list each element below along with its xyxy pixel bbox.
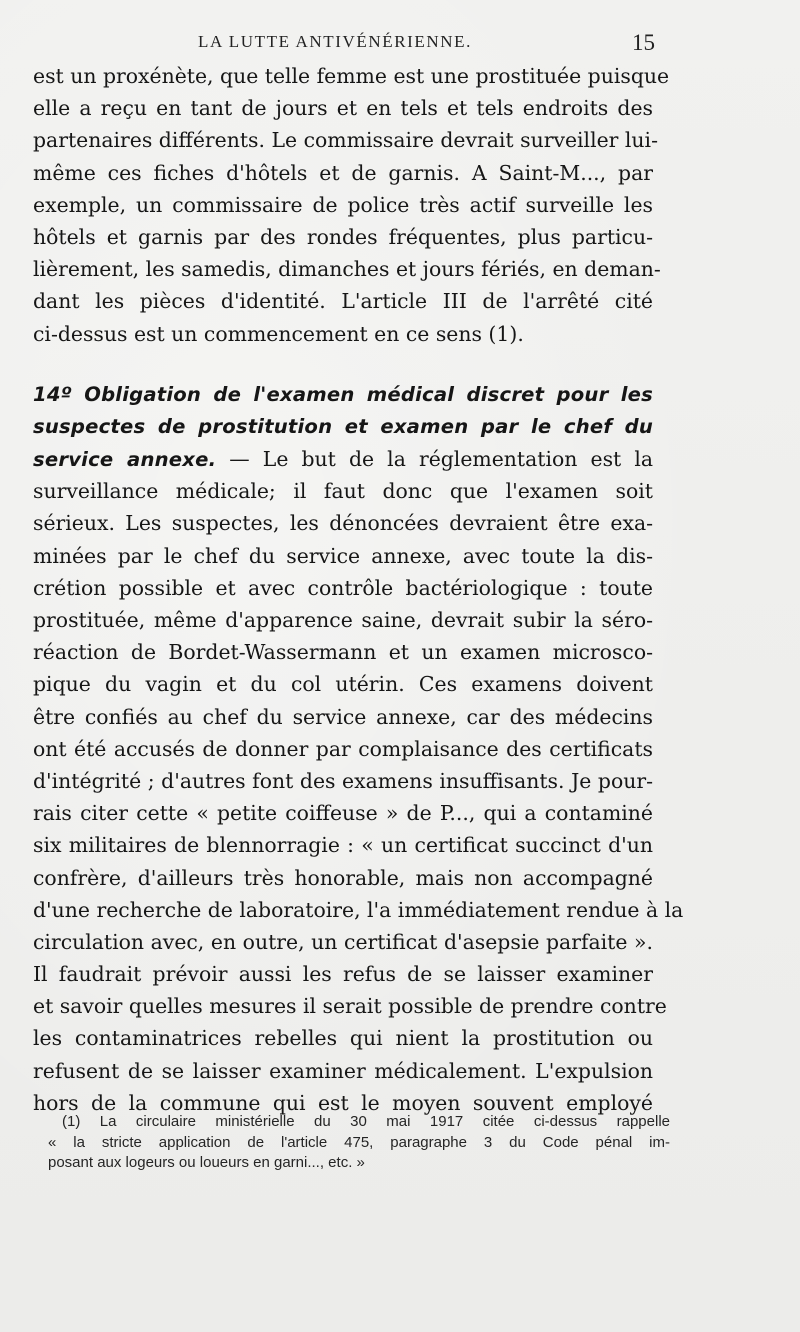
- footnote-line: posant aux logeurs ou loueurs en garni..., etc. »: [48, 1154, 365, 1171]
- paragraph-2: [33, 379, 684, 958]
- text-line: [33, 443, 653, 475]
- text-line: surveillance médicale; il faut donc que l'examen soit: [33, 479, 653, 504]
- footnote: [48, 1112, 670, 1174]
- text-line: d'intégrité ; d'autres font des examens insuffisants. Je pour-: [33, 768, 653, 793]
- text-line: être confiés au chef du service annexe, car des médecins: [33, 704, 653, 729]
- text-line: ont été accusés de donner par complaisance des certificats: [33, 736, 653, 761]
- text-line: et savoir quelles mesures il serait possible de prendre contre: [33, 994, 667, 1019]
- section-heading-line: 14º Obligation de l'examen médical discret pour les: [33, 382, 653, 406]
- paragraph-3: [33, 958, 667, 1119]
- text-line: réaction de Bordet-Wassermann et un examen microsco-: [33, 640, 653, 665]
- text-line: les contaminatrices rebelles qui nient la prostitution ou: [33, 1026, 653, 1051]
- text-line: dant les pièces d'identité. L'article III de l'arrêté cité: [33, 289, 653, 314]
- text-line: sérieux. Les suspectes, les dénoncées devraient être exa-: [33, 511, 653, 536]
- text-line: rais citer cette « petite coiffeuse » de P..., qui a contaminé: [33, 801, 653, 826]
- text-line: même ces fiches d'hôtels et de garnis. A Saint-M..., par: [33, 160, 653, 185]
- text-line: d'une recherche de laboratoire, l'a immédiatement rendue à la: [33, 897, 684, 922]
- text-line: crétion possible et avec contrôle bactériologique : toute: [33, 575, 653, 600]
- body-text: [33, 60, 684, 1119]
- text-line: hors de la commune qui est le moyen souvent employé: [33, 1090, 653, 1115]
- text-line: refusent de se laisser examiner médicalement. L'expulsion: [33, 1058, 653, 1083]
- text-line-continuation: — Le but de la réglementation est la: [216, 447, 653, 472]
- text-line: pique du vagin et du col utérin. Ces examens doivent: [33, 672, 653, 697]
- running-title: LA LUTTE ANTIVÉNÉRIENNE.: [198, 32, 472, 51]
- text-line: ci-dessus est un commencement en ce sens (1).: [33, 321, 524, 346]
- text-line: elle a reçu en tant de jours et en tels et tels endroits des: [33, 96, 653, 121]
- text-line: est un proxénète, que telle femme est une prostituée puisque: [33, 64, 670, 88]
- text-line: prostituée, même d'apparence saine, devrait subir la séro-: [33, 608, 653, 632]
- page-header: [0, 32, 800, 54]
- section-heading-line: suspectes de prostitution et examen par le chef du: [33, 414, 653, 438]
- text-line: six militaires de blennorragie : « un certificat succinct d'un: [33, 833, 653, 858]
- paragraph-gap: [33, 350, 653, 379]
- text-line: hôtels et garnis par des rondes fréquentes, plus particu-: [33, 224, 653, 249]
- text-line: confrère, d'ailleurs très honorable, mais non accompagné: [33, 865, 653, 890]
- text-line: Il faudrait prévoir aussi les refus de se laisser examiner: [33, 962, 653, 987]
- section-heading-tail: service annexe.: [33, 448, 217, 472]
- text-line: exemple, un commissaire de police très actif surveille les: [33, 192, 653, 217]
- text-line: lièrement, les samedis, dimanches et jours fériés, en deman-: [33, 257, 661, 282]
- text-line: circulation avec, en outre, un certificat d'asepsie parfaite ».: [33, 929, 653, 954]
- text-line: minées par le chef du service annexe, avec toute la dis-: [33, 543, 653, 568]
- page-number: 15: [632, 30, 655, 55]
- footnote-line: (1) La circulaire ministérielle du 30 mai 1917 citée ci-dessus rappelle: [62, 1113, 670, 1130]
- footnote-line: « la stricte application de l'article 475, paragraphe 3 du Code pénal im-: [48, 1133, 670, 1151]
- paragraph-1: [33, 60, 670, 350]
- text-line: partenaires différents. Le commissaire devrait surveiller lui-: [33, 128, 658, 153]
